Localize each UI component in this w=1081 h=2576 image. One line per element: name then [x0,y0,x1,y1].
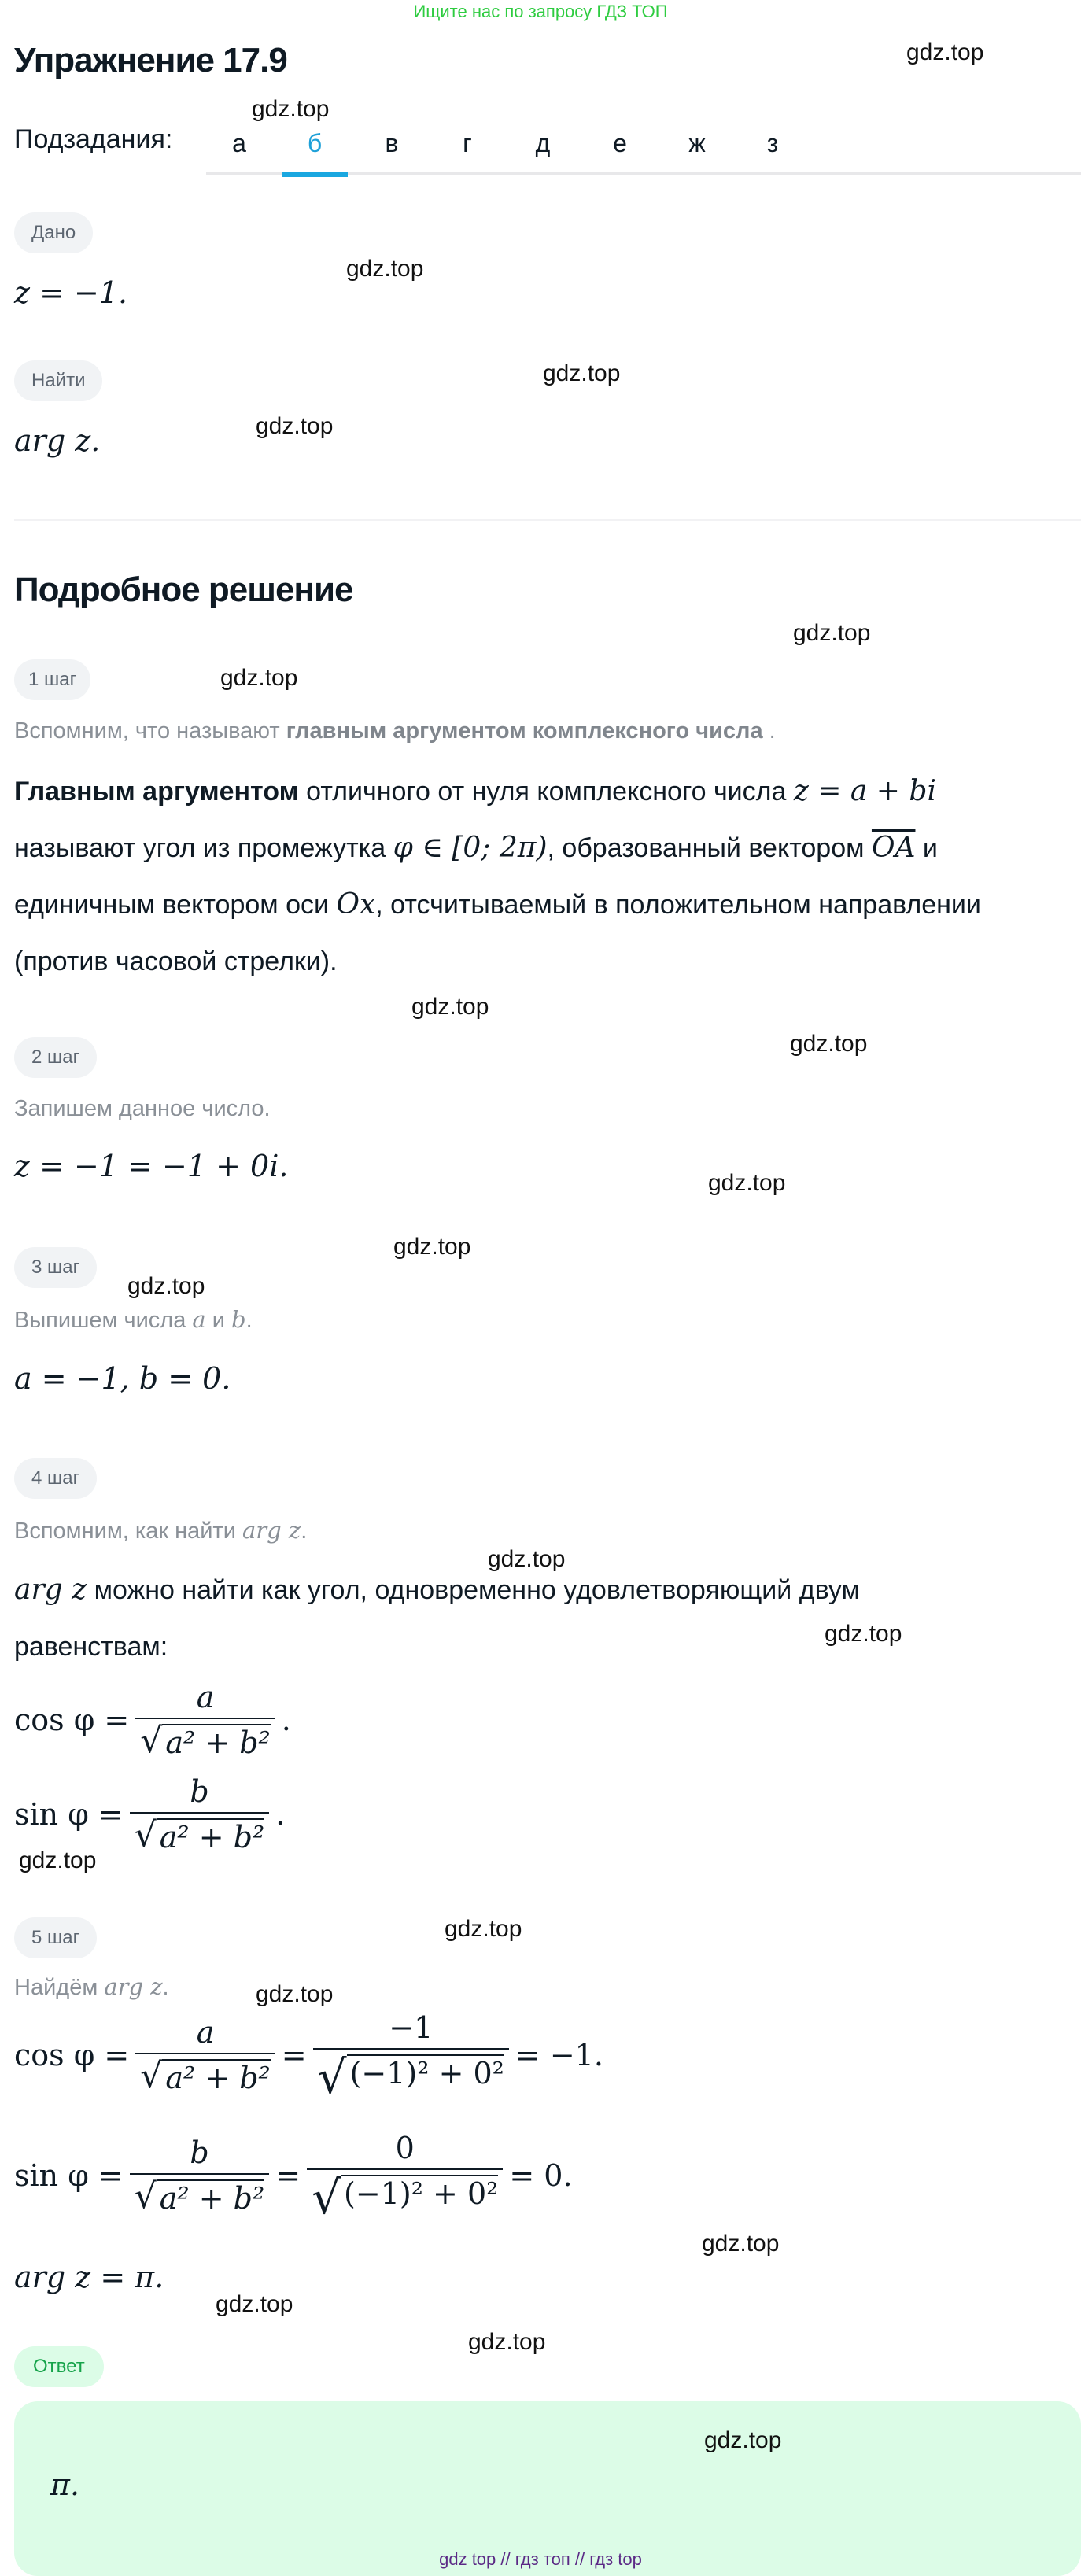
fraction-values [307,2131,503,2224]
step-5-hint [14,1973,169,2001]
text: Выпишем числа [14,1308,193,1333]
watermark: gdz.top [256,1981,334,2007]
find-badge: Найти [14,360,102,401]
denominator: a² + b² [157,1818,264,1854]
fraction [135,2015,275,2095]
text: равенствам: [14,1632,168,1662]
watermark: gdz.top [393,1234,471,1260]
step-1-definition [14,763,1081,990]
sqrt-icon: √ [312,2171,341,2224]
numerator: a [196,1680,215,1714]
text: . [162,1975,169,2000]
tab-a[interactable]: а [232,129,246,157]
watermark: gdz.top [702,2231,780,2257]
text: называют угол из промежутка [14,833,393,863]
definition-term: Главным аргументом [14,777,299,806]
numerator: −1 [389,2010,434,2045]
text: отличного от нуля комплексного числа [298,777,794,806]
answer-value [50,2467,79,2502]
divider [14,519,1081,521]
formula: z = −1 = −1 + 0i. [14,1149,289,1183]
numerator: b [190,1774,209,1809]
watermark: gdz.top [825,1621,902,1647]
given-formula: z = −1. [14,275,128,310]
find-formula: arg z. [14,423,101,458]
text: Вспомним, как найти [14,1519,242,1544]
watermark: gdz.top [488,1546,566,1572]
formula: Ox [336,888,376,921]
formula: arg z = π. [14,2260,164,2294]
step-3-formula [14,1361,231,1396]
step-4-cos-formula [14,1680,291,1760]
step-5-badge: 5 шаг [14,1917,97,1958]
hint-text: Вспомним, что называют [14,718,286,744]
tab-g[interactable]: г [463,129,472,157]
step-1-badge: 1 шаг [14,659,90,700]
text: Найдём [14,1975,105,2000]
watermark: gdz.top [346,256,424,282]
step-2-badge: 2 шаг [14,1037,97,1078]
watermark: gdz.top [793,620,871,646]
formula: a = −1, b = 0. [14,1361,231,1396]
step-5-conclusion [14,2260,164,2294]
equals: = [275,2158,301,2193]
fraction [130,2135,270,2216]
tab-zh[interactable]: ж [688,129,706,157]
tab-b[interactable]: б [282,123,348,175]
lhs: sin φ = [14,1797,124,1832]
subtasks-label: Подзадания: [14,124,173,154]
text: можно найти как угол, одновременно удовлетворяющий двум [87,1575,860,1605]
watermark: gdz.top [256,413,334,439]
lhs: sin φ = [14,2158,124,2193]
lhs: cos φ = [14,2038,130,2072]
watermark: gdz.top [704,2427,782,2453]
tab-d[interactable]: д [535,129,551,157]
denominator: a² + b² [162,2059,270,2095]
text: . [301,1519,308,1544]
math-arg-z: arg z [242,1517,301,1544]
sqrt-icon: √ [134,2176,157,2216]
watermark: gdz.top [216,2291,293,2317]
denominator: (−1)² + 0² [347,2054,504,2091]
fraction-values [313,2010,509,2104]
answer-formula: π. [50,2467,80,2502]
given-value [14,275,127,310]
tab-v[interactable]: в [385,129,399,157]
step-2-formula [14,1149,288,1183]
watermark: gdz.top [790,1031,868,1057]
sqrt-icon: √ [134,1815,157,1855]
text: , отсчитываемый в положительном направлении [375,890,981,920]
math-b: b [231,1306,246,1333]
watermark: gdz.top [468,2329,546,2355]
promo-banner: Ищите нас по запросу ГДЗ ТОП [413,2,668,21]
solution-title: Подробное решение [14,570,353,609]
numerator: 0 [395,2131,415,2165]
denominator: a² + b² [157,2179,264,2216]
lhs: cos φ = [14,1703,130,1737]
math-arg-z: arg z [104,1973,163,2000]
result: = −1. [515,2038,603,2072]
period: . [275,1797,286,1832]
tab-e[interactable]: е [613,129,627,157]
answer-badge: Ответ [14,2346,104,2387]
watermark: gdz.top [906,39,984,65]
step-2-hint: Запишем данное число. [14,1096,271,1121]
watermark: gdz.top [411,994,489,1020]
watermark: gdz.top [19,1847,97,1873]
step-5-sin-formula [14,2131,573,2224]
tab-z[interactable]: з [766,129,779,157]
hint-suffix: . [762,718,776,744]
fraction [130,1774,270,1854]
step-3-badge: 3 шаг [14,1247,97,1288]
footer-links[interactable]: gdz top // гдз топ // гдз top [439,2549,642,2569]
step-4-sin-formula [14,1774,285,1854]
step-4-text [14,1562,1081,1675]
text: (против часовой стрелки). [14,947,338,976]
sqrt-icon: √ [317,2050,347,2104]
step-5-cos-formula [14,2010,603,2104]
sqrt-icon: √ [140,2056,163,2096]
formula: φ ∈ [0; 2π) [393,832,548,864]
step-3-hint [14,1306,253,1334]
numerator: b [190,2135,209,2170]
equals: = [281,2038,307,2072]
step-4-hint [14,1517,307,1544]
fraction [135,1680,275,1760]
formula: z = a + bi [793,775,936,807]
given-badge: Дано [14,212,93,253]
watermark: gdz.top [708,1170,786,1196]
text: и [915,833,938,863]
text: , образованный вектором [547,833,872,863]
text: . [245,1308,253,1333]
watermark: gdz.top [127,1273,205,1299]
subtask-tabs [206,123,1081,175]
math-a: a [192,1306,206,1333]
sqrt-icon: √ [140,1721,163,1761]
text: и [205,1308,232,1333]
watermark: gdz.top [220,665,298,691]
step-1-hint [14,718,776,744]
vector-formula: $\overline{OA}$ [871,832,916,864]
watermark: gdz.top [445,1916,522,1942]
denominator: a² + b² [162,1724,270,1760]
page-title: Упражнение 17.9 [14,41,287,79]
period: . [281,1703,291,1737]
numerator: a [196,2015,215,2050]
text: единичным вектором оси [14,890,337,920]
find-value [14,423,100,458]
denominator: (−1)² + 0² [341,2175,498,2211]
hint-bold: главным аргументом комплексного числа [286,718,763,744]
watermark: gdz.top [252,96,330,122]
formula: arg z [14,1574,87,1606]
result: = 0. [509,2158,573,2193]
watermark: gdz.top [543,360,621,386]
step-4-badge: 4 шаг [14,1458,97,1499]
